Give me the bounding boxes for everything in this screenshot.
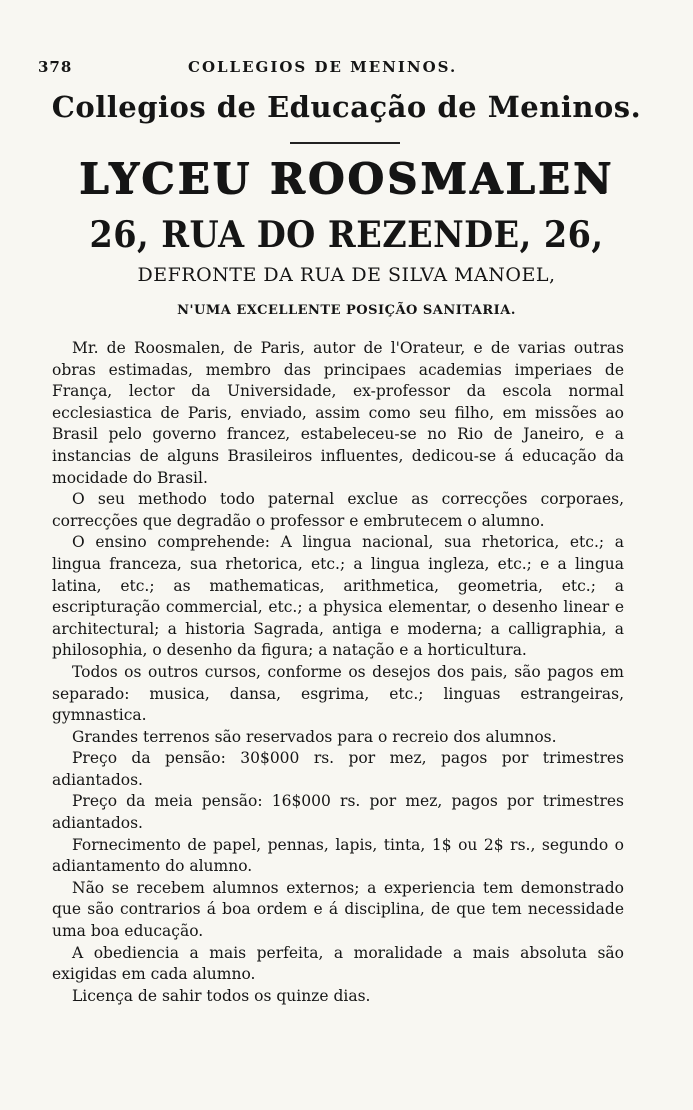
paragraph: Grandes terrenos são reservados para o recreio dos alumnos.: [72, 727, 557, 746]
address-line: 26, RUA DO REZENDE, 26,: [89, 214, 604, 256]
paragraph: Preço da meia pensão: 16$000 rs. por mez, pagos por trimestres adiantados.: [52, 792, 624, 833]
page-title: Collegios de Educação de Meninos.: [51, 90, 642, 124]
paragraph: Mr. de Roosmalen, de Paris, autor de l'Orateur, e de varias outras obras estimadas, membro das principaes academias imperiaes de França, lector da Universidade, ex-professor da escola normal ecclesiastica de Paris, enviado, assim como seu filho, em missões ao Brasil pelo governo francez, estabeleceu-se no Rio de Janeiro, e a instancias de alguns Brasileiros influentes, dedicou-se á educação da mocidade do Brasil.: [52, 339, 624, 487]
paragraph: O ensino comprehende: A lingua nacional, sua rhetorica, etc.; a lingua franceza, sua rhetorica, etc.; a lingua ingleza, etc.; e a lingua latina, etc.; as mathematicas, arithmetica, geometria, etc.; a escripturação commercial, etc.; a physica elementar, o desenho linear e architectural; a historia Sagrada, antiga e moderna; a calligraphia, a philosophia, o desenho da figura; a natação e a horticultura.: [52, 533, 624, 660]
subaddress-line: DEFRONTE DA RUA DE SILVA MANOEL,: [137, 264, 556, 286]
paragraph: Preço da pensão: 30$000 rs. por mez, pagos por trimestres adiantados.: [52, 749, 624, 789]
paragraph: A obediencia a mais perfeita, a moralidade a mais absoluta são exigidas em cada alumno.: [52, 943, 624, 984]
tagline: N'UMA EXCELLENTE POSIÇÃO SANITARIA.: [177, 303, 516, 318]
body-text: [52, 338, 624, 1007]
paragraph: Não se recebem alumnos externos; a experiencia tem demonstrado que são contrarios á boa ordem e á disciplina, de que tem necessidade uma boa educação.: [52, 878, 624, 941]
paragraph: Todos os outros cursos, conforme os desejos dos pais, são pagos em separado: musica, dansa, esgrima, etc.; linguas estrangeiras, gymnastica.: [52, 662, 624, 725]
paragraph: Fornecimento de papel, pennas, lapis, tinta, 1$ ou 2$ rs., segundo o adiantamento do alumno.: [52, 835, 624, 876]
running-title: COLLEGIOS DE MENINOS.: [188, 58, 458, 76]
page-number: 378: [38, 58, 73, 76]
school-name: LYCEU ROOSMALEN: [78, 154, 615, 203]
paragraph: Licença de sahir todos os quinze dias.: [72, 986, 371, 1005]
running-head: [38, 58, 663, 78]
paragraph: O seu methodo todo paternal exclue as correcções corporaes, correcções que degradão o professor e embrutecem o alumno.: [52, 490, 624, 530]
title-divider: [290, 142, 400, 144]
